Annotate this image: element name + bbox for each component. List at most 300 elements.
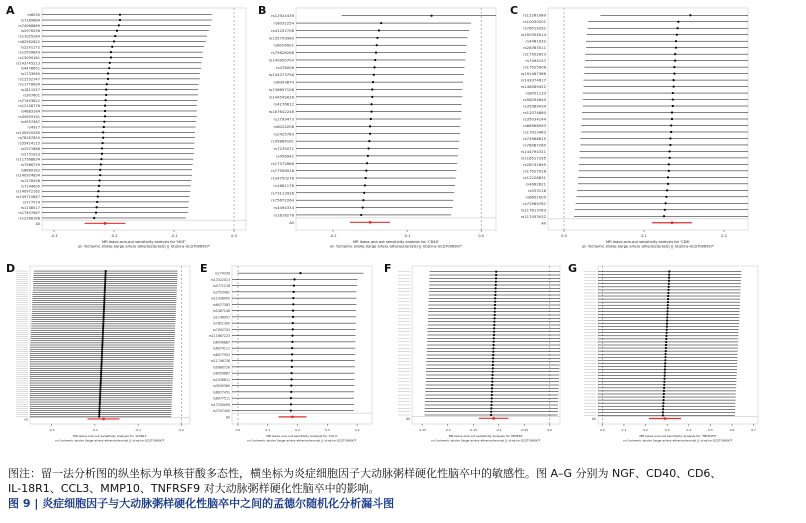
snp-point [99, 386, 101, 388]
snp-point [371, 96, 373, 98]
snp-point [362, 206, 364, 208]
snp-point [666, 329, 668, 331]
plot-frame [232, 266, 372, 424]
snp-point [494, 291, 496, 293]
snp-point [669, 157, 671, 159]
snp-point [100, 365, 102, 367]
snp-point [670, 131, 672, 133]
snp-label: rs35089034 [523, 103, 546, 109]
snp-point [663, 384, 665, 386]
snp-point [118, 24, 120, 26]
snp-point [673, 66, 675, 68]
snp-label: All [592, 416, 596, 421]
snp-label: rs2971866 [20, 146, 40, 151]
snp-point [292, 303, 294, 305]
panel-f [382, 262, 564, 450]
all-point [369, 221, 372, 224]
snp-point [672, 92, 674, 94]
snp-point [101, 147, 103, 149]
snp-point [98, 409, 100, 411]
snp-point [101, 361, 103, 363]
snp-point [669, 150, 671, 152]
snp-label: rs72969761 [523, 200, 546, 206]
snp-point [98, 185, 100, 187]
snp-label: rs41252708 [271, 27, 294, 33]
snp-point [493, 334, 495, 336]
snp-label: rs77598028 [271, 168, 294, 174]
snp-label: rs35034144 [523, 116, 546, 122]
snp-point [292, 328, 294, 330]
snp-label: rs74966615 [523, 135, 546, 141]
snp-label: rs7107400 [212, 409, 230, 414]
snp-point [666, 319, 668, 321]
x-tick-label: 0.3 [664, 428, 670, 432]
snp-point [667, 289, 669, 291]
snp-point [662, 399, 664, 401]
forest-plot-c [508, 4, 752, 254]
chart-title-line1: MR leave-one-out sensitivity analysis for 'MMP10' [448, 434, 524, 438]
snp-point [103, 312, 105, 314]
panel-label-f: F [384, 262, 392, 275]
snp-point [668, 270, 670, 272]
snp-point [104, 293, 106, 295]
snp-label: rs12599843 [18, 50, 40, 55]
snp-point [664, 371, 666, 373]
snp-point [666, 313, 668, 315]
snp-point [101, 344, 103, 346]
snp-label: rs7821300 [212, 321, 230, 326]
snp-label: rs777574 [22, 200, 40, 205]
snp-point [672, 98, 674, 100]
x-tick-label: 0.5 [708, 428, 713, 432]
snp-point [100, 163, 102, 165]
snp-label: rs12261080 [523, 12, 546, 18]
snp-point [666, 189, 668, 191]
snp-label: rs12074680 [523, 110, 546, 116]
snp-label: rs1799473 [273, 116, 294, 122]
snp-point [96, 206, 98, 208]
chart-title-line2: on 'Ischemic stroke (large artery atherosclerosis) || id:ebi-a-GCST006907' [430, 438, 542, 443]
snp-point [106, 83, 108, 85]
snp-label: rs1146957 [212, 315, 230, 320]
snp-point [290, 385, 292, 387]
snp-point [664, 375, 666, 377]
snp-label: rs6035 [27, 13, 40, 18]
snp-point [99, 384, 101, 386]
snp-point [374, 59, 376, 61]
snp-point [490, 414, 492, 416]
forest-plot-a [4, 4, 248, 254]
snp-label: rs12266188 [18, 216, 40, 221]
snp-point [365, 170, 367, 172]
panel-d [4, 262, 194, 450]
snp-label: rs7966759 [20, 162, 40, 167]
snp-label: rs3753481 [212, 290, 230, 295]
snp-label: rs74068889 [18, 23, 40, 28]
x-tick-label: -0.3 [48, 428, 55, 432]
snp-label: rs1378456 [20, 179, 40, 184]
snp-point [370, 103, 372, 105]
snp-point [666, 316, 668, 318]
panel-label-b: B [258, 4, 267, 17]
snp-point [663, 215, 665, 217]
snp-point [495, 271, 497, 273]
snp-point [490, 407, 492, 409]
snp-point [665, 353, 667, 355]
snp-point [677, 21, 679, 23]
chart-title-line2: on 'Ischemic stroke (large artery atherosclerosis) || id:ebi-a-GCST006907' [77, 244, 211, 249]
snp-label: rs4957487 [20, 120, 40, 125]
snp-label: rs1036611 [212, 377, 230, 382]
x-tick-label: -0.05 [520, 428, 529, 432]
snp-label: rs136697108 [268, 86, 294, 92]
snp-label: rs4771218 [212, 284, 230, 289]
snp-label: rs7189684 [20, 18, 40, 23]
all-point [291, 415, 294, 418]
snp-point [110, 56, 112, 58]
snp-point [490, 404, 492, 406]
x-tick-label: -0.1 [495, 428, 502, 432]
snp-point [113, 40, 115, 42]
snp-point [495, 287, 497, 289]
snp-point [101, 359, 103, 361]
snp-point [667, 292, 669, 294]
snp-point [662, 402, 664, 404]
snp-point [493, 321, 495, 323]
snp-point [668, 280, 670, 282]
snp-label: rs6677451 [212, 390, 230, 395]
snp-point [292, 297, 294, 299]
forest-plot-e [198, 262, 376, 450]
snp-point [371, 88, 373, 90]
x-tick-label: 0.0 [178, 428, 184, 432]
snp-point [102, 142, 104, 144]
x-tick-label: 0.1 [621, 428, 627, 432]
snp-point [101, 340, 103, 342]
snp-point [675, 40, 677, 42]
snp-label: rs34959191 [18, 114, 40, 119]
snp-point [291, 360, 293, 362]
chart-title-line2: on 'Ischemic stroke (large artery atherosclerosis) || id:ebi-a-GCST006907' [329, 244, 463, 249]
snp-label: rs12924439 [271, 13, 294, 19]
chart-title-line1: MR leave-one-out sensitivity analysis for 'IL18R1' [73, 434, 147, 438]
snp-point [103, 295, 105, 297]
snp-point [665, 202, 667, 204]
snp-label: rs68968093 [523, 122, 546, 128]
snp-label: rs17497667 [18, 211, 40, 216]
snp-label: rs116517295 [520, 155, 546, 161]
snp-point [493, 317, 495, 319]
x-tick-label: -0.1 [170, 234, 178, 238]
snp-point [667, 176, 669, 178]
snp-point [662, 414, 664, 416]
snp-label: rs6093874 [273, 79, 294, 85]
x-tick-label: 0.6 [729, 428, 735, 432]
snp-label: All [226, 415, 230, 420]
snp-point [664, 362, 666, 364]
snp-point [104, 285, 106, 287]
figure-caption [8, 466, 798, 511]
snp-point [105, 99, 107, 101]
snp-point [98, 407, 100, 409]
snp-point [102, 329, 104, 331]
snp-label: rs8689182 [20, 168, 40, 173]
x-tick-label: -0.25 [418, 428, 427, 432]
snp-label: rs140920260 [16, 130, 40, 135]
snp-point [100, 378, 102, 380]
snp-point [104, 287, 106, 289]
snp-point [668, 170, 670, 172]
snp-label: rs4478651 [20, 66, 40, 71]
snp-point [663, 378, 665, 380]
snp-label: rs6059687 [212, 371, 230, 376]
snp-point [360, 214, 362, 216]
snp-point [96, 201, 98, 203]
snp-point [103, 308, 105, 310]
snp-label: rs34750278 [271, 175, 294, 181]
snp-point [102, 338, 104, 340]
snp-label: All [406, 416, 410, 421]
snp-point [375, 51, 377, 53]
snp-label: rs533116 [527, 187, 546, 193]
snp-point [290, 397, 292, 399]
snp-label: All [24, 417, 28, 422]
snp-point [367, 147, 369, 149]
snp-label: rs75672264 [271, 197, 294, 203]
snp-label: rs135759960 [268, 35, 294, 41]
snp-point [677, 27, 679, 29]
snp-point [492, 367, 494, 369]
snp-point [492, 361, 494, 363]
snp-point [99, 403, 101, 405]
all-point [492, 417, 495, 420]
x-tick-label: -0.2 [444, 428, 451, 432]
x-tick-label: 0.0 [235, 428, 241, 432]
snp-label: rs13322013 [210, 277, 230, 282]
snp-label: rs4883184 [20, 109, 40, 114]
snp-point [667, 298, 669, 300]
snp-point [673, 79, 675, 81]
snp-label: rs78187855 [18, 136, 40, 141]
snp-label: rs1138517 [20, 205, 40, 210]
snp-point [103, 316, 105, 318]
snp-point [369, 125, 371, 127]
snp-label: rs1661178 [273, 182, 294, 188]
snp-point [99, 397, 101, 399]
snp-point [673, 73, 675, 75]
snp-point [666, 322, 668, 324]
snp-label: rs12138778 [18, 104, 40, 109]
snp-label: rs78087260 [523, 142, 546, 148]
snp-point [492, 354, 494, 356]
x-tick-label: -0.2 [110, 234, 118, 238]
snp-label: rs144549026 [268, 94, 294, 100]
x-tick-label: 0.3 [324, 428, 330, 432]
snp-label: rs2751923 [20, 152, 40, 157]
panel-label-g: G [568, 262, 578, 275]
snp-label: rs17372868 [271, 160, 294, 166]
snp-point [664, 365, 666, 367]
snp-point [104, 115, 106, 117]
snp-point [101, 346, 103, 348]
snp-point [97, 190, 99, 192]
snp-point [290, 372, 292, 374]
snp-label: rs75626268 [271, 50, 294, 56]
snp-label: rs187642246 [268, 109, 294, 115]
snp-point [99, 390, 101, 392]
snp-point [103, 300, 105, 302]
snp-point [99, 401, 101, 403]
snp-point [104, 110, 106, 112]
snp-point [101, 350, 103, 352]
snp-point [292, 316, 294, 318]
snp-label: rs1811257 [20, 88, 40, 93]
snp-label: rs2291172 [20, 45, 40, 50]
snp-point [98, 414, 100, 416]
snp-label: rs10030201 [523, 19, 546, 25]
snp-label: rs6077383 [212, 302, 230, 307]
snp-point [495, 281, 497, 283]
snp-label: rs11746738 [210, 359, 230, 364]
x-tick-label: -0.3 [50, 234, 58, 238]
snp-label: rs144794321 [520, 148, 546, 154]
caption-line-2: IL-18R1、CCL3、MMP10、TNFRSF9 对大动脉粥样硬化性脑卒中的影响。 [8, 482, 380, 495]
x-tick-label: -0.2 [91, 428, 98, 432]
snp-point [670, 124, 672, 126]
snp-label: rs7494157 [525, 58, 546, 64]
snp-point [102, 319, 104, 321]
snp-point [675, 47, 677, 49]
snp-label: rs7235071 [273, 146, 294, 152]
snp-point [104, 276, 106, 278]
snp-point [99, 169, 101, 171]
snp-point [292, 322, 294, 324]
forest-plot-g [566, 262, 762, 450]
snp-label: All [35, 221, 40, 226]
snp-label: rs55424115 [18, 141, 40, 146]
snp-point [100, 373, 102, 375]
snp-point [101, 342, 103, 344]
snp-point [665, 338, 667, 340]
x-tick-label: 0.1 [265, 428, 271, 432]
snp-point [665, 347, 667, 349]
snp-point [291, 341, 293, 343]
snp-label: rs6977511 [212, 396, 230, 401]
panel-label-c: C [510, 4, 519, 17]
snp-point [494, 297, 496, 299]
snp-point [100, 369, 102, 371]
snp-point [376, 37, 378, 39]
snp-point [665, 350, 667, 352]
snp-point [494, 314, 496, 316]
chart-title-line1: MR leave-one-out sensitivity analysis for 'TNFRSF9' [639, 434, 717, 438]
snp-point [492, 344, 494, 346]
snp-point [669, 144, 671, 146]
snp-point [663, 387, 665, 389]
snp-point [491, 374, 493, 376]
snp-label: rs17023463 [523, 129, 546, 135]
snp-point [105, 270, 107, 272]
snp-point [293, 278, 295, 280]
snp-point [100, 376, 102, 378]
snp-point [99, 392, 101, 394]
snp-point [99, 399, 101, 401]
snp-point [100, 158, 102, 160]
snp-point [105, 94, 107, 96]
x-tick-label: 0.2 [295, 428, 300, 432]
snp-point [370, 118, 372, 120]
snp-point [667, 295, 669, 297]
snp-point [102, 335, 104, 337]
snp-point [667, 307, 669, 309]
snp-point [290, 378, 292, 380]
snp-label: rs111667223 [208, 334, 230, 339]
snp-point [365, 177, 367, 179]
snp-point [493, 331, 495, 333]
snp-point [102, 137, 104, 139]
snp-point [291, 347, 293, 349]
snp-point [663, 381, 665, 383]
panel-b [256, 4, 500, 254]
snp-point [495, 284, 497, 286]
panel-c [508, 4, 752, 254]
snp-label: rs11938000 [210, 296, 230, 301]
snp-label: rs6032254 [273, 20, 294, 26]
snp-point [101, 354, 103, 356]
x-tick-label: -0.15 [469, 428, 478, 432]
snp-point [102, 331, 104, 333]
snp-point [662, 408, 664, 410]
snp-point [492, 351, 494, 353]
all-point [104, 222, 107, 225]
snp-point [370, 111, 372, 113]
snp-point [666, 310, 668, 312]
snp-label: rs6077953 [212, 352, 230, 357]
all-point [102, 418, 105, 421]
snp-point [663, 396, 665, 398]
x-tick-label: 0.0 [547, 428, 553, 432]
snp-point [373, 74, 375, 76]
x-tick-label: 0.2 [721, 234, 727, 238]
snp-point [102, 321, 104, 323]
snp-point [491, 381, 493, 383]
snp-point [494, 307, 496, 309]
snp-label: rs6049887 [212, 340, 230, 345]
snp-point [494, 311, 496, 313]
snp-point [380, 22, 382, 24]
snp-point [666, 326, 668, 328]
snp-point [99, 174, 101, 176]
snp-point [494, 294, 496, 296]
snp-point [100, 380, 102, 382]
snp-point [102, 323, 104, 325]
snp-point [99, 388, 101, 390]
snp-point [490, 401, 492, 403]
chart-title-line1: MR leave-one-out sensitivity analysis for 'CD6' [606, 240, 690, 244]
snp-point [100, 363, 102, 365]
snp-label: rs456942 [275, 153, 294, 159]
x-tick-label: -0.1 [135, 428, 142, 432]
snp-point [103, 121, 105, 123]
snp-point [664, 356, 666, 358]
snp-label: rs1816278 [273, 212, 294, 218]
snp-point [104, 105, 106, 107]
snp-label: rs4917 [27, 125, 40, 130]
snp-point [103, 314, 105, 316]
panel-g [566, 262, 762, 450]
snp-point [104, 283, 106, 285]
snp-point [100, 367, 102, 369]
